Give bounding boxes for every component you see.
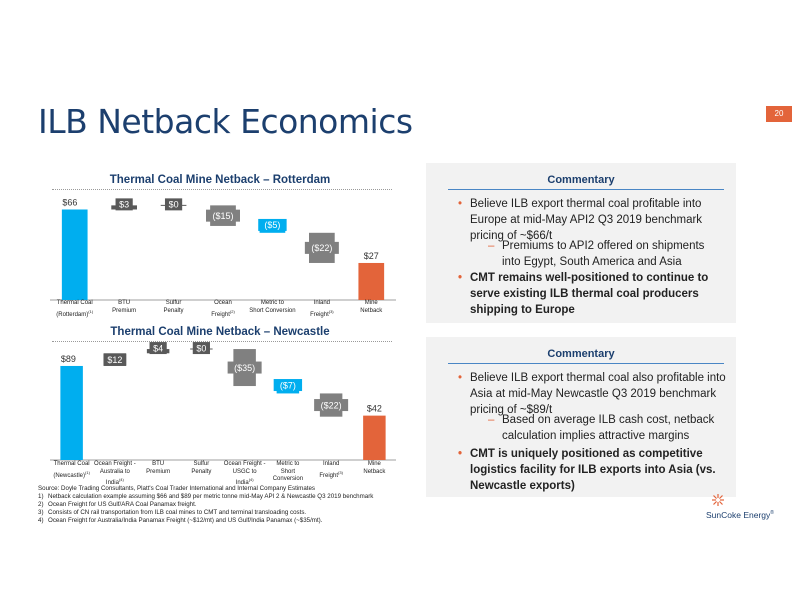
source-lead: Source: Doyle Trading Consultants, Platt's Coal Trader International and Internal Company Estimates <box>38 485 316 492</box>
footnote-1: 1) Netback calculation example assuming $66 and $89 per metric tonne mid-May API 2 & Newcastle Q3 2019 benchmark <box>38 493 374 501</box>
commentary-rule-newcastle <box>448 363 724 364</box>
bar-0 <box>62 209 88 300</box>
x-tick-label-4: Ocean Freight - USGC to India$^{(4)}$ <box>223 461 266 486</box>
x-tick-label-1: BTU Premium <box>112 300 137 314</box>
data-label-0: $66 <box>62 197 78 208</box>
slide-title: ILB Netback Economics <box>38 102 413 141</box>
data-label-1: $12 <box>107 354 123 365</box>
commentary-bullet-1-newcastle: • Believe ILB export thermal coal also profitable into Asia at mid-May Newcastle Q3 2019 benchmark pricing of ~$89/t <box>458 372 726 416</box>
bar-0 <box>60 366 82 460</box>
commentary-bullet-1-rotterdam: • Believe ILB export thermal coal profitable into Europe at mid-May API2 Q3 2019 benchmark pricing of ~$66/t <box>458 198 703 242</box>
x-tick-label-2: BTU Premium <box>146 461 171 475</box>
bar-6 <box>358 263 384 300</box>
x-axis-labels-rotterdam <box>50 300 396 320</box>
data-label-2: $0 <box>168 199 179 210</box>
x-tick-label-0: Thermal Coal (Rotterdam)$^{(1)}$ <box>56 300 94 318</box>
data-label-6: $27 <box>363 250 379 261</box>
data-label-0: $89 <box>60 353 76 364</box>
dash-icon: – <box>488 240 495 252</box>
bullet-icon: • <box>458 448 463 460</box>
x-tick-label-5: Inland Freight$^{(3)}$ <box>310 300 334 318</box>
x-tick-label-2: Sulfur Penalty <box>163 300 184 314</box>
chart-title-rule-rotterdam <box>52 189 392 190</box>
commentary-heading-rotterdam: Commentary <box>547 174 615 186</box>
chart-title-rule-newcastle <box>52 341 392 342</box>
x-tick-label-6: Inland Freight$^{(3)}$ <box>319 461 343 479</box>
commentary-sub-bullet-newcastle: – Based on average ILB cash cost, netback calculation implies attractive margins <box>488 414 715 442</box>
logo-text: SunCoke Energy <box>706 510 771 520</box>
data-label-3: ($15) <box>212 210 234 221</box>
x-axis-labels-newcastle <box>50 461 396 486</box>
data-label-5: ($22) <box>311 243 333 254</box>
x-tick-label-5: Metric to Short Conversion <box>272 461 304 482</box>
sun-icon <box>711 494 725 506</box>
commentary-heading-newcastle: Commentary <box>547 348 615 360</box>
registered-mark: ® <box>770 510 774 517</box>
commentary-rule-rotterdam <box>448 189 724 190</box>
x-tick-label-7: Mine Netback <box>363 461 386 475</box>
commentary-sub-bullet-rotterdam: – Premiums to API2 offered on shipments into Egypt, South America and Asia <box>488 240 705 268</box>
footnote-3: 3) Consists of CN rail transportation from ILB coal mines to CMT and terminal transloading costs. <box>38 509 307 517</box>
dash-icon: – <box>488 414 495 426</box>
page-number: 20 <box>766 106 792 122</box>
data-label-4: ($35) <box>234 362 256 373</box>
waterfall-chart-rotterdam <box>50 197 396 300</box>
waterfall-chart-newcastle <box>50 344 396 460</box>
footnote-2: 2) Ocean Freight for US Gulf/ARA Coal Panamax freight. <box>38 501 197 509</box>
x-tick-label-4: Metric to Short Conversion <box>249 300 296 314</box>
data-label-5: ($7) <box>279 380 296 391</box>
commentary-bullet-2-newcastle: • CMT is uniquely positioned as competitive logistics facility for ILB exports into Asia (vs. Newcastle exports) <box>458 448 716 492</box>
x-tick-label-3: Ocean Freight$^{(2)}$ <box>211 300 235 318</box>
bullet-icon: • <box>458 372 463 384</box>
x-tick-label-0: Thermal Coal (Newcastle)$^{(1)}$ <box>53 461 90 479</box>
data-label-4: ($5) <box>264 220 281 231</box>
x-tick-label-1: Ocean Freight - Australia to India$^{(4)}$ <box>94 461 136 486</box>
data-label-3: $0 <box>196 343 207 354</box>
bullet-icon: • <box>458 198 463 210</box>
data-label-2: $4 <box>153 343 164 354</box>
chart-title-newcastle: Thermal Coal Mine Netback – Newcastle <box>110 326 330 338</box>
chart-title-rotterdam: Thermal Coal Mine Netback – Rotterdam <box>109 174 331 186</box>
bullet-icon: • <box>458 272 463 284</box>
footnote-4: 4) Ocean Freight for Australia/India Panamax Freight (~$12/mt) and US Gulf/India Panamax (~$35/mt). <box>38 517 323 525</box>
sources-footnotes <box>38 485 373 525</box>
data-label-6: ($22) <box>320 400 342 411</box>
data-label-1: $3 <box>119 199 130 210</box>
bar-7 <box>363 416 385 460</box>
x-tick-label-6: Mine Netback <box>360 300 383 314</box>
data-label-7: $42 <box>366 403 382 414</box>
x-tick-label-3: Sulfur Penalty <box>191 461 212 475</box>
commentary-bullet-2-rotterdam: • CMT remains well-positioned to continue to serve existing ILB thermal coal producers shipping to Europe <box>458 272 709 316</box>
